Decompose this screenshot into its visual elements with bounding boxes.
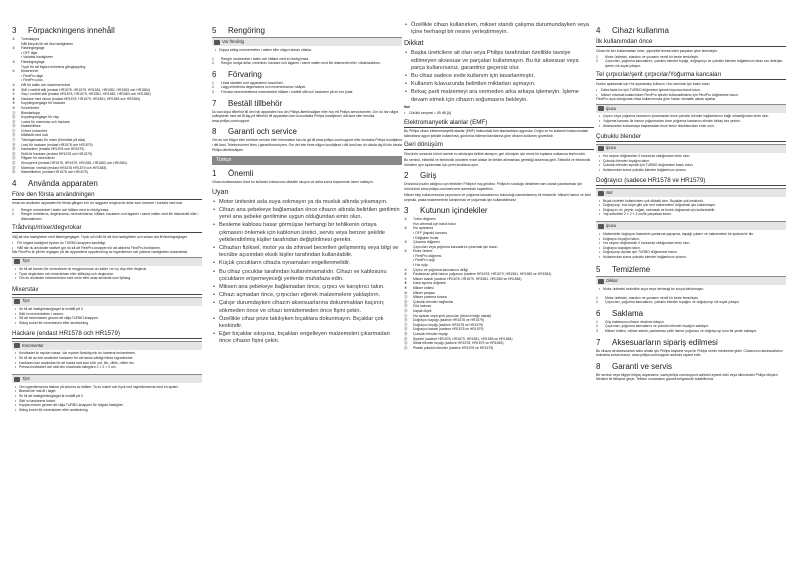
note-text: • Gürültü seviyesi = 85 dB [A] (404, 111, 594, 116)
list-item (596, 59, 786, 68)
item-text: Çubuklu blender bağlantısı (413, 299, 454, 304)
item-number: ⑯ (12, 133, 16, 138)
item-number: ⑲ (12, 147, 16, 152)
list-item: • Doğrayıcı kapağını takın. (599, 246, 786, 251)
list-item (12, 170, 202, 175)
item-number: 2 (596, 324, 598, 329)
item-text: Çırpıcıları veya yoğurma kancalarını çıkarmak için basın (413, 244, 498, 249)
warning-list (404, 22, 594, 36)
warning-icon (598, 279, 604, 284)
list-item: • Så att mixerstaven genom att välja TURBO-knappen. (15, 316, 202, 321)
item-number: ⑨ (404, 286, 408, 291)
note-box: Not • Bıçak üniteleri kullanılırken çok dikkatli olun. Bıçaklar çok keskindir. • Doğrayıcıyı, buz küpü gibi çok sert malzemeleri doğramak için kullanmayın. • Doğrayıcı; et, peynir, soğan, sarımsak ve fındık doğramak için kullanılabilir. • Yaş sebzeleri 2 × 2 × 2 cm'lik parçalara kesin. (596, 188, 786, 218)
section-heading: 8 Garanti ve servis (596, 361, 673, 371)
bullet-list (596, 88, 786, 97)
item-text: Göz kabının (413, 304, 432, 309)
item-number: ⑦ (404, 276, 408, 281)
list-item: • Hız seçme düğmesinin 0 konumda olduğundan emin olun. (599, 241, 786, 246)
list-item: • Stäng locket för mixerskiven efter användning. (15, 408, 202, 413)
item-text: • Değişken hızlar (413, 235, 439, 240)
item-text: Motor ünitesini, standını ve yuvasını nemli bir bezle temizleyin. (605, 295, 699, 300)
item-number: ⑲ (404, 331, 408, 336)
subheading: İlk kullanımdan önce (596, 38, 786, 47)
item-text: Çırpıcı ve yoğurma kancasının deliği (413, 267, 468, 272)
item-text: Matbehållare (21, 124, 41, 129)
item-text: Çırpıcıları, yoğurma kancalarını, çubuklu blender bıçağı, doğrayıcıyı ve çubuklu blender bağlantısını biraz sıvı deterjan içeren ılık suyla yıkayın. (605, 59, 783, 68)
list-item: • Çubuklu blender bıçağını takın. (599, 159, 786, 164)
tips-box: İpucu • Çırpıcı veya yoğurma kancasını çıkarmadan önce çubuklu blender bağlantısının bağlı olmadığından emin olun. • Yoğurma kancası ile hamur yoğurmadan önce yoğurma kancasını elinizle birkaç kez çevirin. • Aksesuarları kullanmaya başlamadan önce temiz olduklarından emin olun. (596, 104, 786, 130)
list-item: • Håll när du använder stativet gör du så att FlexiPro-knappen för att aktivera FlexiPro-funktionen. (12, 246, 202, 251)
subheading: Elektromanyetik alanlar (EMF) (404, 119, 594, 128)
item-text: Plastik çubuklu blender (sadece HR1578 ve HR1579) (413, 345, 494, 350)
item-text: Stål i rostfritt stål (endast HR1578, HR1579, HR1581, HR1582, HR1583 och HR1584) (21, 87, 150, 92)
list-item: • Se till att hastighetsreglaget är inställt på 0. (15, 307, 202, 312)
section-heading: 8 Garanti och service (212, 127, 297, 137)
item-text: Kase ayırma düğmesi (413, 281, 446, 286)
paragraph: Innan du använder apparaten för första gången bör du noggrant rengöra de delar som kommer i kontakt med mat. (12, 201, 183, 206)
item-number: ⑪ (12, 110, 16, 115)
paragraph: Ürününüzü satın aldığınız için tebrikler! Philips'e hoş geldiniz. Philips'in sunduğu destekten tam olarak yararlanmak için ürününüzü www.philips.com/welcome adresinde kaydettirin. (404, 182, 583, 191)
list-item: • Bırkaç parti malzemeyi ara vermeden arka arkaya işlemeyin. İşleme devam etmek için cihazın soğumasını bekleyin. (404, 89, 594, 103)
list-item: • Çalışır durumdayken cihazın aksesuarlarına dokunmaktan kaçının; sökmeden önce ve cihazı temizlemeden önce fişini çekin. (212, 300, 402, 314)
item-number: ⑫ (12, 115, 16, 120)
item-text: Doğrayıcı kapağı (sadece HR1578 ve HR1579) (413, 318, 485, 323)
list-item: • Pressa knivbladet och sätt den maximala mängden 2 × 2 × 2 cm. (15, 365, 202, 370)
column-swedish (12, 22, 202, 417)
section-heading: 1 Önemli (212, 169, 254, 179)
list-item: • Stäng locket för mixerstaven efter användning. (15, 321, 202, 326)
item-number: ⑯ (404, 318, 408, 323)
tips-box: Tips • Om ingredienserna fastnar på sidorna av skålen: Ta av locket och tryck ned ingredienserna med en spatel. • Blanda lite mat åt i taget. • Se till att hastighetsreglaget är inställt på 0. • Sätt in hackarens locket. • Koppla motorn genom att välja TURBO-knappen för högsta hastighet. • Stäng locket för mixerskiven efter användning. (12, 374, 202, 414)
subheading: Mixerstav (12, 286, 202, 295)
item-text: Visp i rostfritt stål (endast HR1578, HR1579, HR1581, HR1582, HR1583 och HR1584) (21, 92, 151, 97)
paragraph: Välj att öka hastigheten med fästringreglaget. Tryck och håll för att öka hastigheten och sedan dra åt fästringreglaget. (12, 234, 188, 239)
item-number: ⑫ (404, 299, 408, 304)
steps-list (596, 296, 786, 305)
section-heading: 3 Kutunun içindekiler (404, 206, 488, 216)
caution-box: Dikkat • Motor ünitesini kesinlikle suya veya herhangi bir sıvıya daldırmayın. (596, 276, 786, 293)
item-number: ⑧ (404, 281, 408, 286)
subheading: Uyarı (212, 188, 229, 196)
list-item: • Cihazları fiziksel, motor ya da zihinsel becerileri gelişmemiş veya bilgi ve tecrübe açısından eksik kişiler tarafından kullanılabilir. (212, 245, 402, 259)
item-text: Rengör motorenhet i stativ och hållare med en fuktig trasa. (221, 56, 310, 61)
item-text: Hackare med ränna (endast HR1578, HR1579, HR1581, HR1583 och HR1584) (21, 96, 141, 101)
item-number: ⑭ (404, 309, 408, 314)
list-item: • Cihazı ana şebekeye bağlamadan önce cihazın altında belirtilen gerilimin yerel ana şebeke gerilimine uygun olduğundan emin olun. (212, 207, 402, 221)
item-text: Doğrayıcı bıçağı (sadece HR1578 ve HR1579) (413, 322, 484, 327)
item-number: ㉔ (12, 170, 16, 175)
item-number: ⑰ (404, 322, 408, 327)
item-number: 2 (596, 300, 598, 305)
list-item: • Tryck degkroken och mixerskivan eller stålsvisp och degkrokar. (15, 272, 202, 277)
item-number: ② (404, 226, 408, 231)
paragraph: Bu Philips cihazı elektromanyetik alanlar (EMF) hakkındaki tüm standartlara uygundur. Doğru ve bu kullanım kılavuzundaki talimatlara uygun şekilde kullanılırsa, günümüz bilimsel kanıtlarına göre cihazın kullanımı güvenlidir. (404, 129, 588, 138)
item-text: Metal blender bıçağı (sadece HR1578, HR1579 ve HR1583) (413, 341, 504, 346)
tips-box: İpucu • Malzemeler doğrayıcı kasesinin yanlarına yapışırsa, kapağı çıkarın ve malzemeleri bir spatula ile itin. • Doğrayıcı bıçağını takın. • Hız seçme düğmesinin 0 konumda olduğundan emin olun. • Doğrayıcı kapağını takın. • Doğrayıcıyı açmak için TURBO düğmesine basın. • Kullanımdan sonra çubuklu blender bağlantısını çıkarın. (596, 221, 786, 261)
item-text: Skruvpreni (endast HR1578, HR1579, HR1581, HR1583 och HR1584) (21, 161, 127, 166)
item-text: Lock för hackare (endast HR1578 och HR1579) (21, 142, 93, 147)
item-number: ① (404, 217, 408, 222)
item-number: ⑦ (12, 92, 16, 97)
list-item: • Motor ünitesini kesinlikle suya veya herhangi bir sıvıya daldırmayın. (599, 287, 786, 292)
item-number: ③ (12, 59, 16, 64)
item-text: • FlexiPro-läge (21, 73, 44, 78)
column-turkish-2 (596, 22, 786, 384)
item-text: Çıkarma düğmesi (413, 240, 440, 245)
list-item: • Küçük çocukların cihazla oynamaları engellenmelidir. (212, 260, 402, 267)
subheading: Hackare (endast HR1578 och HR1579) (12, 330, 202, 339)
item-text: Hål för stativ och stavmixerenhet (21, 82, 71, 87)
warning-icon (214, 40, 220, 45)
item-text: Çırpıcıları, yoğurma kancalarını, çubuklu blender bıçağını ve doğrayıcıyı ılık suyla yıkayın. (605, 300, 740, 305)
list-item: • Doppa aldrig motorenheten i vatten eller någon annan vätska. (215, 48, 402, 53)
paragraph: Du kan köpa tillbehör till den här apparaten hos din Philips-återförsäljare eller hos ett Philips servicecenter. Om du har några svårigheter med att få tag på tillbehör till apparaten kan du kontakta Philips kundtjänst i ditt land eller besöka www.philips.com/support. (212, 109, 399, 123)
item-text: Måttskål med lock (21, 133, 49, 138)
list-item: • Se till att barnen för mixerskiven är rengjord innan du sätter i en ny visp eller degkrok. (15, 267, 202, 272)
item-number: ⑤ (404, 267, 408, 272)
item-number: ㉑ (404, 341, 408, 346)
column-swedish-turkish (212, 22, 402, 347)
list-item: • Kullanım kılavuzunda belirtilen miktarları aşmayın. (404, 81, 594, 88)
paragraph: Ömrünün sonunda ürünü normal ev atıklarıyla birlikte atmayın; geri dönüşüm için resmi bir toplama noktasına teslim edin. (404, 151, 586, 156)
list-item: • Doğrayıcı; et, peynir, soğan, sarımsak ve fındık doğramak için kullanılabilir. (599, 208, 786, 213)
steps-list (212, 57, 402, 66)
list-item: • Çubuklu blender açmak için TURBO düğmesine basılı tutun. (599, 163, 786, 168)
column-turkish-1 (404, 22, 594, 350)
note-label: Not (404, 104, 410, 109)
item-number: ⑥ (404, 272, 408, 277)
steps-list (596, 55, 786, 69)
item-number: 1 (212, 56, 214, 61)
list-item: • Doğrayıcıyı, buz küpü gibi çok sert malzemeleri doğramak için kullanmayın. (599, 203, 786, 208)
contents-list (404, 217, 594, 350)
subheading: Tel çırpıcılar/şerit çırpıcılar/Yoğurma kancaları (596, 71, 786, 80)
item-number: 2 (12, 212, 14, 217)
subheading: Före den första användningen (12, 191, 202, 200)
info-icon (14, 259, 20, 264)
section-heading: 7 Beställ tillbehör (212, 98, 283, 108)
list-item (12, 212, 202, 221)
item-number: ㉓ (12, 165, 16, 170)
list-item: • Bu cihaz sadece evde kullanım için tasarlanmıştır. (404, 73, 594, 80)
item-number: 2 (212, 85, 214, 90)
list-item (404, 346, 594, 351)
list-item: • Yaş sebzeleri 2 × 2 × 2 cm'lik parçalara kesin. (599, 212, 786, 217)
item-number: ㉑ (12, 156, 16, 161)
list-item (212, 61, 402, 66)
list-item: • Se till att du inte använder hackaren för att hacka väldigt hårda ingredienser. (15, 356, 202, 361)
item-number: ⑱ (404, 327, 408, 332)
item-number: ⑥ (12, 87, 16, 92)
section-heading: 6 Saklama (596, 308, 644, 318)
subheading: Geri dönüşüm (404, 141, 594, 150)
steps-list (12, 208, 202, 222)
list-item: • Knivbladet är mycket vassa. Var mycket försiktig när du hanterar knivenheten. (15, 351, 202, 356)
list-item: • Eğer bıçaklar sıkışırsa, bıçakları engelleyen malzemeleri çıkarmadan önce cihazın fişini çekin. (212, 331, 402, 345)
item-number: ⑨ (12, 101, 16, 106)
list-item: • Başka üreticilere ait olan veya Philips tarafından özellikle tavsiye edilmeyen aksesuar ve parçaları kullanmayın. Bu tür aksesuar veya parça kullanırsanız, garantiniz geçersiz olur. (404, 50, 594, 72)
item-text: Hız ayarlar veya şerit çırpıcılar (cihazın bağlı olarak) (413, 313, 492, 318)
subheading: Trådvisp/mixer/degvrokar (12, 224, 202, 233)
list-item: • Sätt in hackarens locket. (15, 399, 202, 404)
list-item: • Cihazı açmadan önce, çırpıcıları eğerek malzemelere yaklaştırın. (212, 292, 402, 299)
section-heading: 4 Använda apparaten (12, 178, 98, 188)
item-number: 1 (12, 207, 14, 212)
item-text: • OFF läge (21, 50, 38, 55)
list-item: • Yoğurma kancası ile hamur yoğurmadan önce yoğurma kancasını elinizle birkaç kez çevirin. (599, 119, 786, 124)
list-item: • Malzemeler doğrayıcı kasesinin yanlarına yapışırsa, kapağı çıkarın ve malzemeleri bir spatula ile itin. (599, 232, 786, 237)
language-banner: Türkçe (212, 156, 402, 165)
list-item: • Besleme kablosu hasar görmüşse herhangi bir tehlikenin ortaya çıkmasını önlemek için kablonun üretici, servis veya benzer şekilde yetkilendirilmiş kişiler tarafından değiştirilmesi gerekir. (212, 222, 402, 244)
paragraph: Mikser ekip kullanımınızda çırpıcıların ve yoğurma kancalarının bulunduğu tamamlanmış bir mikserdir. Mikseri hamur ve keki çırpmak, pasta malzemelerini karıştırmak ve yoğurmak için kullanabilirsiniz. (404, 192, 591, 202)
item-number: ⑪ (404, 295, 408, 300)
info-icon (14, 299, 20, 304)
caution-list (404, 50, 594, 103)
contents-list (12, 37, 202, 175)
item-text: Skål för hackare (endast HR1578 och HR1579) (21, 151, 93, 156)
item-text: Tärningsinsats för mixer (förenklat på sida) (21, 138, 86, 143)
note-icon (598, 191, 604, 196)
item-text: Grövre knivenhet (21, 128, 47, 133)
item-text: Hackarkniv (endast HR1578 och HR1579) (21, 147, 85, 152)
item-number: ⑩ (404, 290, 408, 295)
list-item: • Özellikle cihazı kullanırken, mikser standı çalışma durumundayken veya içine herhangi bir nesne yerleştirmeyin. (404, 22, 594, 36)
section-heading: 3 Förpackningens innehåll (12, 26, 115, 35)
tips-box: Tips • Se till att barnen för mixerskiven är rengjord innan du sätter i en ny visp eller degkrok. • Tryck degkroken och mixerskivan eller stålsvisp och degkrokar. • Om du använder mixerenheten med smör eller ostar används som fyllning. (12, 257, 202, 283)
section-heading: 5 Rengöring (212, 26, 265, 35)
list-item: • Se till att hastighetsreglaget är inställt på 0. (15, 394, 202, 399)
item-text: Rengör övriga delar, mixerkniv, hackare och lagaren i varmt vatten med lite diskmedel eller i diskmaskinen. (221, 61, 381, 66)
item-text: Turbokappa (21, 37, 39, 41)
item-text: Fästringreglage (21, 59, 45, 64)
item-text: Motor ünitesi (413, 249, 433, 254)
item-text: Turbo düğmesi (413, 217, 436, 222)
item-text: Hızı artırmak için basılı tutun (413, 221, 456, 226)
item-text: Rengör motorenhet i stativ och hållare med en fuktig trasa. (21, 207, 110, 212)
item-number: ㉒ (12, 161, 16, 166)
item-text: Güç kablosunu cihazın etrafına dolayın. (605, 319, 665, 324)
item-text: Kopplingsreglage för hackare (21, 101, 66, 106)
paragraph: Cihazı kullanmadan önce bu kullanım kılavuzunu dikkatle okuyun ve daha sonra başvurmak üzere saklayın. (212, 180, 374, 185)
item-number: ⑧ (12, 96, 16, 101)
info-icon (598, 106, 604, 111)
item-text: Fästringreglage (21, 46, 45, 51)
subheading: Doğrayıcı (sadece HR1578 ve HR1579) (596, 177, 786, 186)
list-item (596, 329, 786, 334)
steps-list (596, 320, 786, 334)
item-text: Motorenhet (21, 69, 39, 74)
item-text: Rengör enheterna, degknivarna, mixervinklarna, hållare, hackaren och lagaren i varmt vatten med lite diskmedel eller i diskmaskinen. (21, 212, 199, 221)
item-text: Håll intryckt för att öka hastigheten (21, 41, 74, 46)
item-text: Çırpıcıları, yoğurma kancalarını ve çubuklu blender bıçağını saklayın. (605, 324, 710, 329)
item-number: ⑬ (12, 119, 16, 124)
item-text: • OFF (kapalı) konumu (413, 230, 448, 235)
list-item (596, 300, 786, 305)
list-item: • Koppla motorn genom att välja TURBO-knappen för högsta hastighet. (15, 403, 202, 408)
list-item: • Om ingredienserna fastnar på sidorna av skålen: Ta av locket och tryck ned ingredienserna med en spatel. (15, 385, 202, 390)
item-text: • FlexiPro ışığı (413, 258, 435, 263)
list-item: • Kullanımdan sonra çubuklu blender bağlantısını çıkarın. (599, 168, 786, 173)
item-text: Şişeleri (sadece HR1578, HR1579, HR1581, HR1583 ve HR1584) (413, 336, 513, 341)
paragraph: Hızları ayarlamak için Hız ayarlamayı kullanın. Hızı artırmak için basılı tutun. (596, 81, 711, 86)
section-heading: 4 Cihazı kullanma (596, 26, 669, 35)
item-number: ⑬ (404, 304, 408, 309)
info-icon (14, 377, 20, 382)
list-item: • Bıçak üniteleri kullanılırken çok dikkatli olun. Bıçaklar çok keskindir. (599, 199, 786, 204)
paragraph: Cihazı ilk kez kullanmadan önce, yiyecekle temas eden parçaları iyice temizleyin. (596, 48, 718, 53)
item-text: Blandarkopp (21, 110, 41, 115)
item-number: ⑮ (12, 128, 16, 133)
list-item: • Mikseri ana şebekeye bağlamadan önce, çırpıcı ve karıştırıcı takın. (212, 284, 402, 291)
item-number: 1 (596, 54, 598, 59)
list-item: • Mikser ortamda kullanılırken FlexiPro işlevini kullanabilirsiniz için FlexiPro düğmesine basın. (596, 93, 786, 98)
paragraph: Om du har frågor eller behöver service eller information kan du gå till www.philips.com/support eller kontakta Philips kundtjänst i ditt land. Telefonnumret finns i garantibroschyren. Om det inte finns någon kundtjänst i ditt land kan du vända dig till din lokala Philips-återförsäljare. (212, 138, 402, 152)
item-number: 3 (596, 329, 598, 333)
paragraph: FlexiPro açık olduğunda cihaz kullanımınıza göre hızları otomatik olarak ayarlar. (596, 97, 717, 102)
list-item: • För högsta hastighet trycker du TURBO-knappen samtidigt. (12, 241, 202, 246)
item-number: ② (12, 46, 16, 51)
comment-box: Kommentar • Knivbladet är mycket vassa. Var mycket försiktig när du hanterar knivenheten. • Se till att du inte använder hackaren för att hacka väldigt hårda ingredienser. • Hackaren kan användas för att hacka mat som kött, ost, lök, vitlök, nötter etc. • Pressa knivbladet och sätt den maximala mängden 2 × 2 × 2 cm. (12, 341, 202, 371)
item-number: ⑮ (404, 313, 408, 318)
item-text: Mikser çıkarma butonu (413, 295, 448, 300)
item-number: ④ (12, 69, 16, 74)
info-icon (598, 224, 604, 229)
caution-box: Var försiktig • Doppa aldrig motorenheten i vatten eller någon annan vätska. (212, 37, 402, 54)
info-icon (598, 146, 604, 151)
item-text: • Hız ışığı (413, 263, 428, 268)
list-item: • Doğrayıcı bıçağını takın. (599, 237, 786, 242)
paragraph: Bir servise veya bilgiye ihtiyaç duyarsanız, www.philips.com/support adresini ziyaret edin veya ülkenizdeki Philips Müşteri Merkezi ile iletişime geçin. Telefon numarasını garanti belgesinde bulabilirsiniz. (596, 372, 778, 382)
section-heading: 2 Giriş (404, 171, 437, 181)
section-heading: 7 Aksesuarların sipariş edilmesi (596, 337, 718, 347)
paragraph: När FlexiPro är på blir reglagen på din apparatens uppvärmning av ingredienser och justerar hastigheten automatiskt. (12, 250, 189, 255)
item-text: Mikser ünitesi (413, 286, 434, 291)
list-item: • Hız seçme düğmesinin 0 konumda olduğundan emin olun. (599, 154, 786, 159)
item-text: Knivenheter (21, 105, 40, 110)
item-text: Mikser standı (sadece HR1578, HR1579, HR1581, HR1583 ve HR1584) (413, 276, 522, 281)
item-text: Kapak ölçek (413, 309, 432, 314)
item-text: • FlexiPro plus (21, 78, 43, 83)
item-number: ① (12, 37, 16, 41)
list-item: • Özellikle cihaz prize takılıyken bıçaklara dokunmayın. Bıçaklar çok keskindir. (212, 316, 402, 330)
comment-icon (14, 343, 20, 348)
item-number: 2 (212, 61, 214, 66)
item-number: 3 (212, 89, 214, 94)
paragraph: Bu cihaza ait aksesuarları satın almak için Philips bayisine veya bir Philips servis merkezine gidin. Cihazınızın aksesuarlarını bulmakta zorlanırsanız, www.philips.com/support adresini ziyaret edin. (596, 348, 783, 358)
item-number: ⑰ (12, 138, 16, 143)
list-item: • Hackaren kan användas för att hacka mat som kött, ost, lök, vitlök, nötter etc. (15, 361, 202, 366)
item-number: 1 (596, 319, 598, 324)
list-item: • Doğrayıcıyı açmak için TURBO düğmesine basın. (599, 250, 786, 255)
item-text: Mikser parçası (413, 290, 436, 295)
item-number: ③ (404, 240, 408, 245)
item-text: Doğrayıcı kasesi (sadece HR1578 ve HR1579) (413, 327, 484, 332)
subheading: Çubuklu blender (596, 133, 786, 142)
list-item: • Kullanımdan sonra çubuklu blender bağlantısını çıkarın. (599, 255, 786, 260)
tips-box: Tips • Se till att hastighetsreglaget är inställt på 0. • Sätt in mixerenheten i motorn. • Så att mixerstaven genom att välja TURBO-knappen. • Stäng locket för mixerstaven efter användning. (12, 297, 202, 327)
item-text: Mikser ünitesi, mikser standı, paslanmaz çelik hamur yoğurucu ve doğrayıcıyı kuru bir yerde saklayın. (605, 329, 758, 333)
item-text: Çubuklu blender bıçağı (413, 331, 448, 336)
list-item: • Motor ünitesini asla suya sokmayın ya da musluk altında yıkamayın. (212, 199, 402, 206)
section-heading: 6 Förvaring (212, 69, 262, 79)
tips-box: İpucu • Hız seçme düğmesinin 0 konumda olduğundan emin olun. • Çubuklu blender bıçağını takın. • Çubuklu blender açmak için TURBO düğmesine basılı tutun. • Kullanımdan sonra çubuklu blender bağlantısını çıkarın. (596, 144, 786, 174)
list-item: • Sätt in mixerenheten i motorn. (15, 312, 202, 317)
warning-list (212, 199, 402, 346)
list-item: • Daha fazla hız için TURBO düğmesini işleme boyunca basılı tutun. (596, 88, 786, 93)
paragraph: Bu sembol, elektrikli ve elektronik ürünlerin evsel atıklar ile birlikte atılmaması gerektiği anlamına gelir. Elektrikli ve elektronik ürünlerin ayrı toplanması için yerel kurallara uyun. (404, 157, 591, 167)
item-text: Motor ünitesini, standını ve yuvasını nemli bir bezle temizleyin. (605, 54, 699, 59)
item-number: 1 (596, 295, 598, 300)
item-number: ⑩ (12, 105, 16, 110)
list-item: • Om du använder mixerenheten med smör eller ostar används som fyllning. (15, 276, 202, 281)
item-text: Mixertillbehör (endast HR1578 och HR1579) (21, 170, 88, 175)
item-number: 1 (212, 80, 214, 85)
item-number: ⑳ (12, 151, 16, 156)
list-item: • Blanda lite mat åt i taget. (15, 389, 202, 394)
item-number: ⑭ (12, 124, 16, 129)
bullet-list (12, 241, 202, 250)
item-text: • FlexiPro düğmesi (413, 253, 442, 258)
list-item (212, 90, 402, 95)
list-item: • Çırpıcı veya yoğurma kancasını çıkarmadan önce çubuklu blender bağlantısının bağlı olmadığından emin olun. (599, 114, 786, 119)
item-text: Mixerklar i metall (endast HR1578 HR1579 och HR1583) (21, 165, 107, 170)
item-number: ⑱ (12, 142, 16, 147)
item-text: Lucka för mixerstav och hackare (21, 119, 70, 124)
item-text: Hız ayarlama (413, 226, 433, 231)
list-item: • Bu cihaz çocuklar tarafından kullanılmamalıdır. Cihazı ve kablosunu çocukların erişemeyeceği yerlerde muhafaza edin. (212, 269, 402, 283)
item-number: ④ (404, 249, 408, 254)
item-text: Tryck för att frigöra enhetens gångkoppling (21, 64, 86, 69)
list-item: • Aksesuarları kullanmaya başlamadan önce temiz olduklarından emin olun. (599, 124, 786, 129)
item-text: Förvara mixerenheterna mixerstativet hållare i rostfritt stål och hackaren på en torr plats. (221, 89, 354, 94)
item-text: Kopplingsreglage för visp (21, 115, 60, 120)
item-number: ㉒ (404, 345, 408, 350)
item-text: Linda sladden runt apparatens hosorödel. (221, 80, 284, 85)
item-text: • Variabla hastigheter (21, 55, 54, 60)
subheading: Dikkat (404, 40, 424, 48)
section-heading: 5 Temizleme (596, 265, 651, 275)
item-number: ⑳ (404, 336, 408, 341)
item-number: ⑤ (12, 82, 16, 87)
item-text: Paslanmaz çelik hamur yoğurucu (sadece HR1578, HR1579, HR1581, HR1583 ve HR1584) (413, 272, 552, 277)
steps-list (212, 81, 402, 95)
item-text: Lägg enheterna degknivarna och mixervinkarna i skåpet. (221, 85, 307, 90)
item-text: Pågare för mixerskiver (21, 156, 55, 161)
item-number: 2 (596, 59, 598, 64)
